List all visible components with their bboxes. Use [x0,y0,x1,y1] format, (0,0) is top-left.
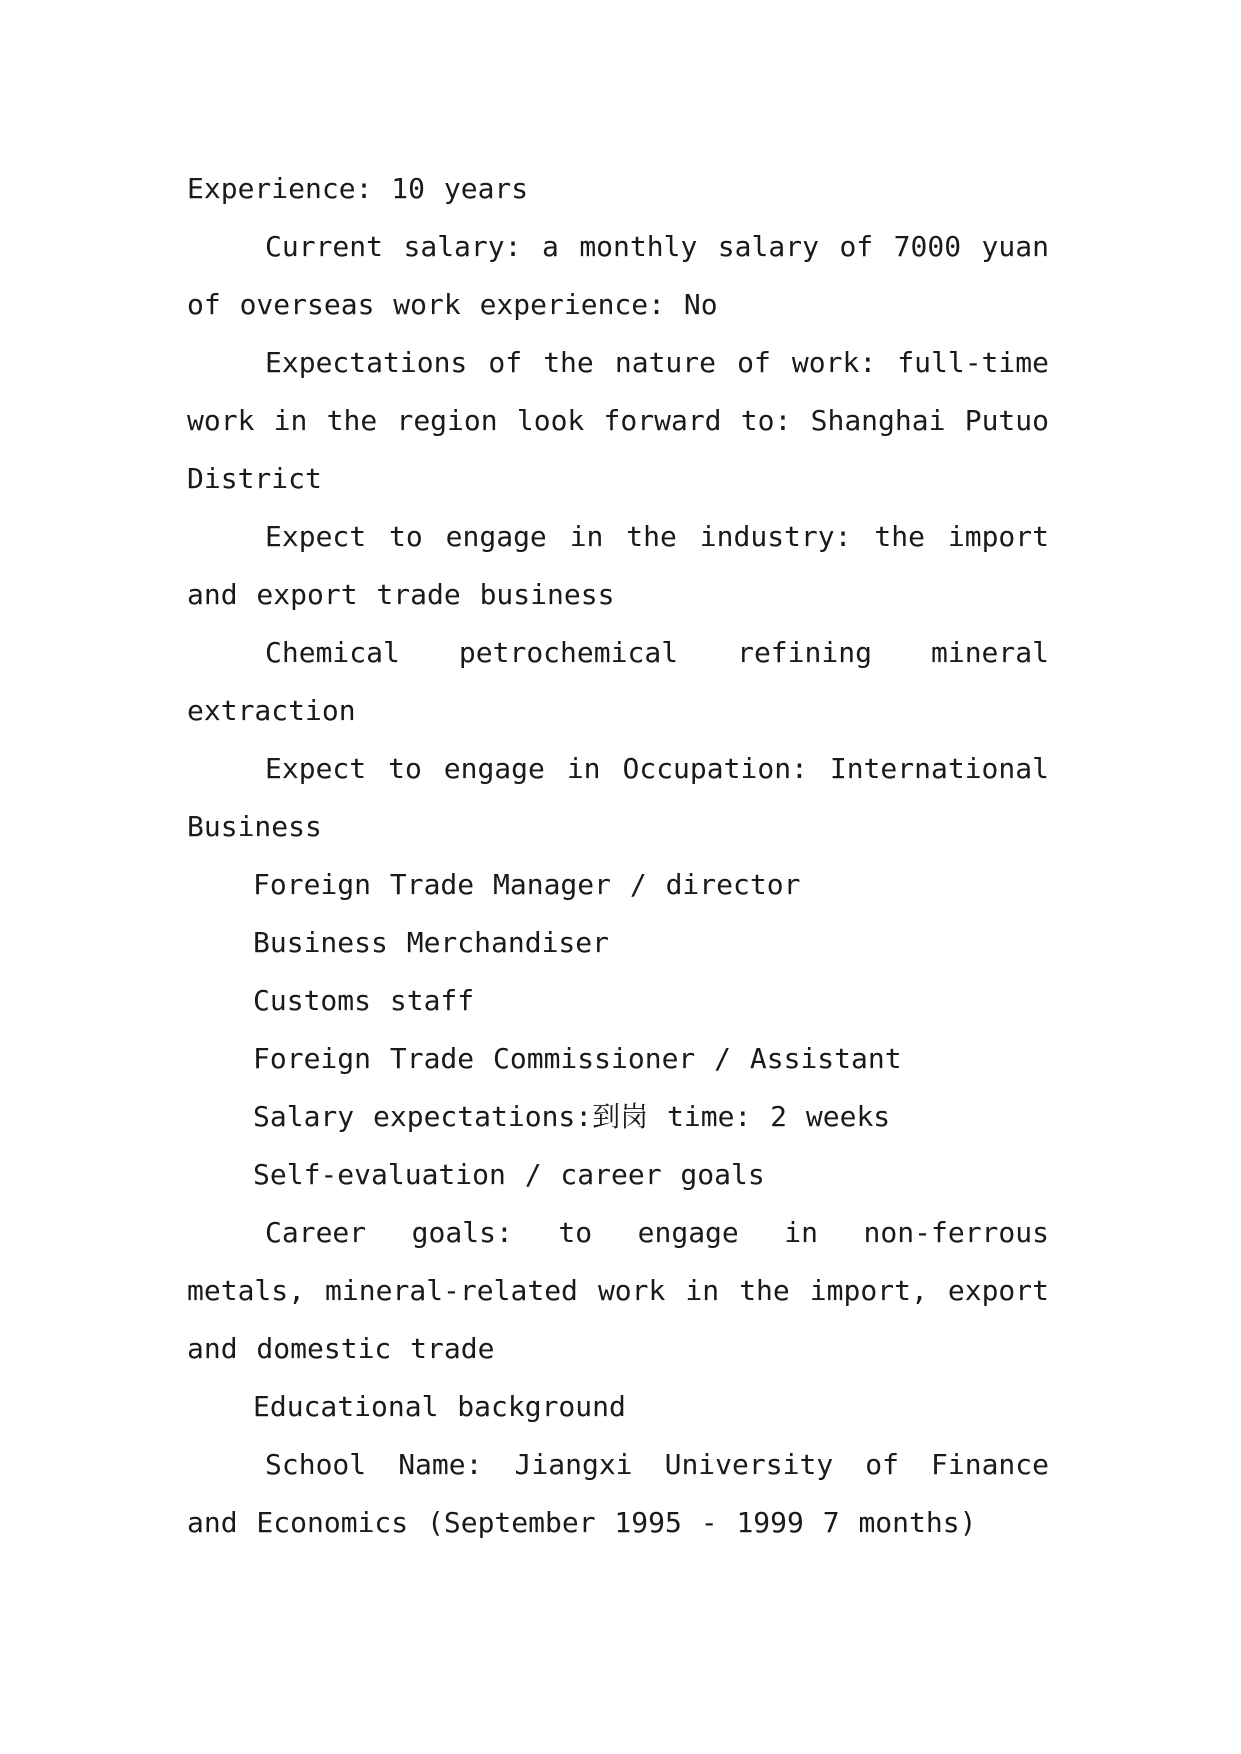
education-heading: Educational background [253,1390,626,1423]
career-goals-paragraph: Career goals: to engage in non-ferrous metals, mineral-related work in the import, export and domestic trade [187,1216,1049,1365]
salary-expectations-line: Salary expectations:到岗 time: 2 weeks [253,1100,891,1133]
occupation-item-merchandiser: Business Merchandiser [253,926,610,959]
self-evaluation-heading: Self-evaluation / career goals [253,1158,765,1191]
occupation-item-customs-staff: Customs staff [253,984,475,1017]
industry-subsectors-paragraph: Chemical petrochemical refining mineral extraction [187,636,1049,727]
experience-line: Experience: 10 years [187,172,529,205]
current-salary-paragraph: Current salary: a monthly salary of 7000 yuan of overseas work experience: No [187,230,1049,321]
document-body [187,160,1049,1552]
occupation-item-trade-commissioner: Foreign Trade Commissioner / Assistant [253,1042,902,1075]
occupation-item-foreign-trade-manager: Foreign Trade Manager / director [253,868,801,901]
industry-paragraph: Expect to engage in the industry: the import and export trade business [187,520,1049,611]
work-nature-paragraph: Expectations of the nature of work: full-time work in the region look forward to: Shanghai Putuo District [187,346,1049,495]
occupation-paragraph: Expect to engage in Occupation: International Business [187,752,1049,843]
school-paragraph: School Name: Jiangxi University of Finance and Economics (September 1995 - 1999 7 months) [187,1448,1049,1539]
